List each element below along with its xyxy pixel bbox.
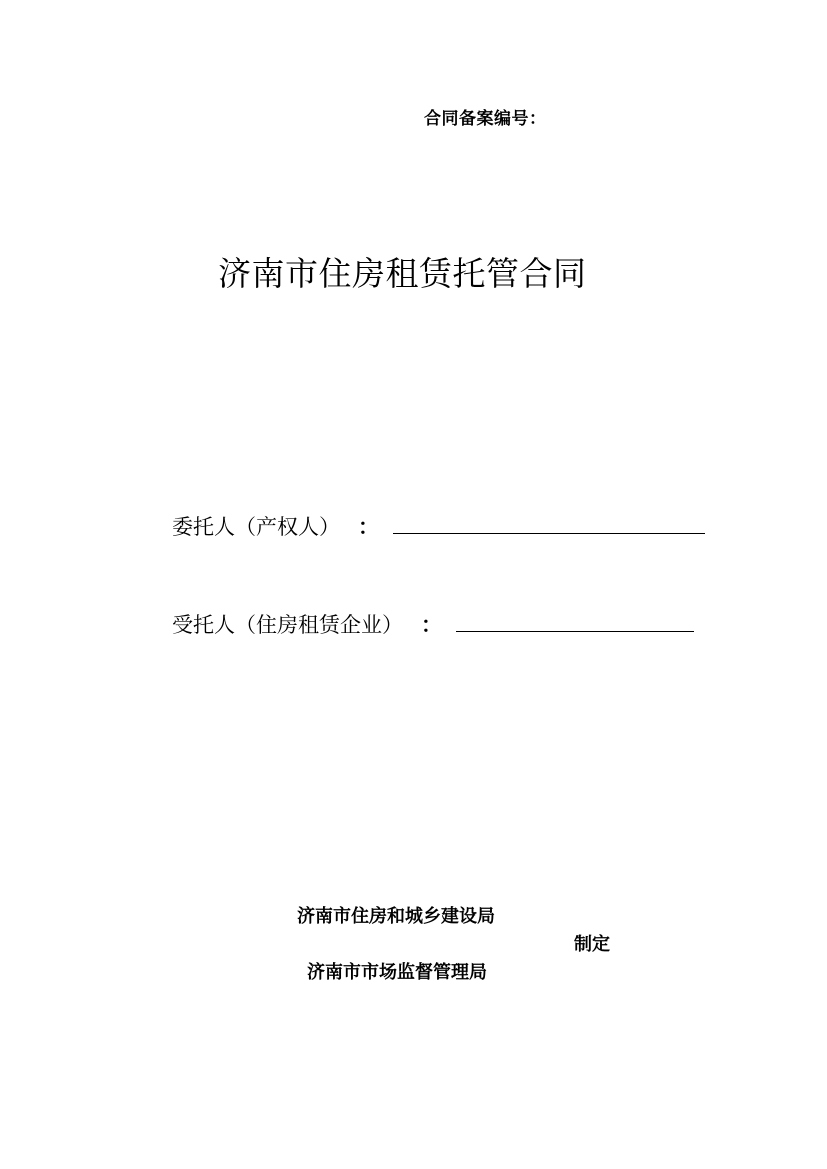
made-by-label: 制定 (574, 934, 610, 955)
principal-label: 委托人（产权人） (172, 515, 340, 539)
trustee-field (172, 609, 694, 639)
document-title: 济南市住房租赁托管合同 (218, 254, 587, 293)
issuer-market-bureau: 济南市市场监督管理局 (307, 962, 487, 983)
trustee-label: 受托人（住房租赁企业） (172, 613, 403, 637)
trustee-blank-line[interactable] (456, 611, 694, 632)
principal-field (172, 511, 705, 541)
record-number-label: 合同备案编号： (424, 109, 547, 129)
principal-blank-line[interactable] (393, 513, 705, 534)
trustee-colon: ： (421, 613, 442, 637)
principal-colon: ： (358, 515, 379, 539)
issuer-housing-bureau: 济南市住房和城乡建设局 (297, 906, 495, 927)
